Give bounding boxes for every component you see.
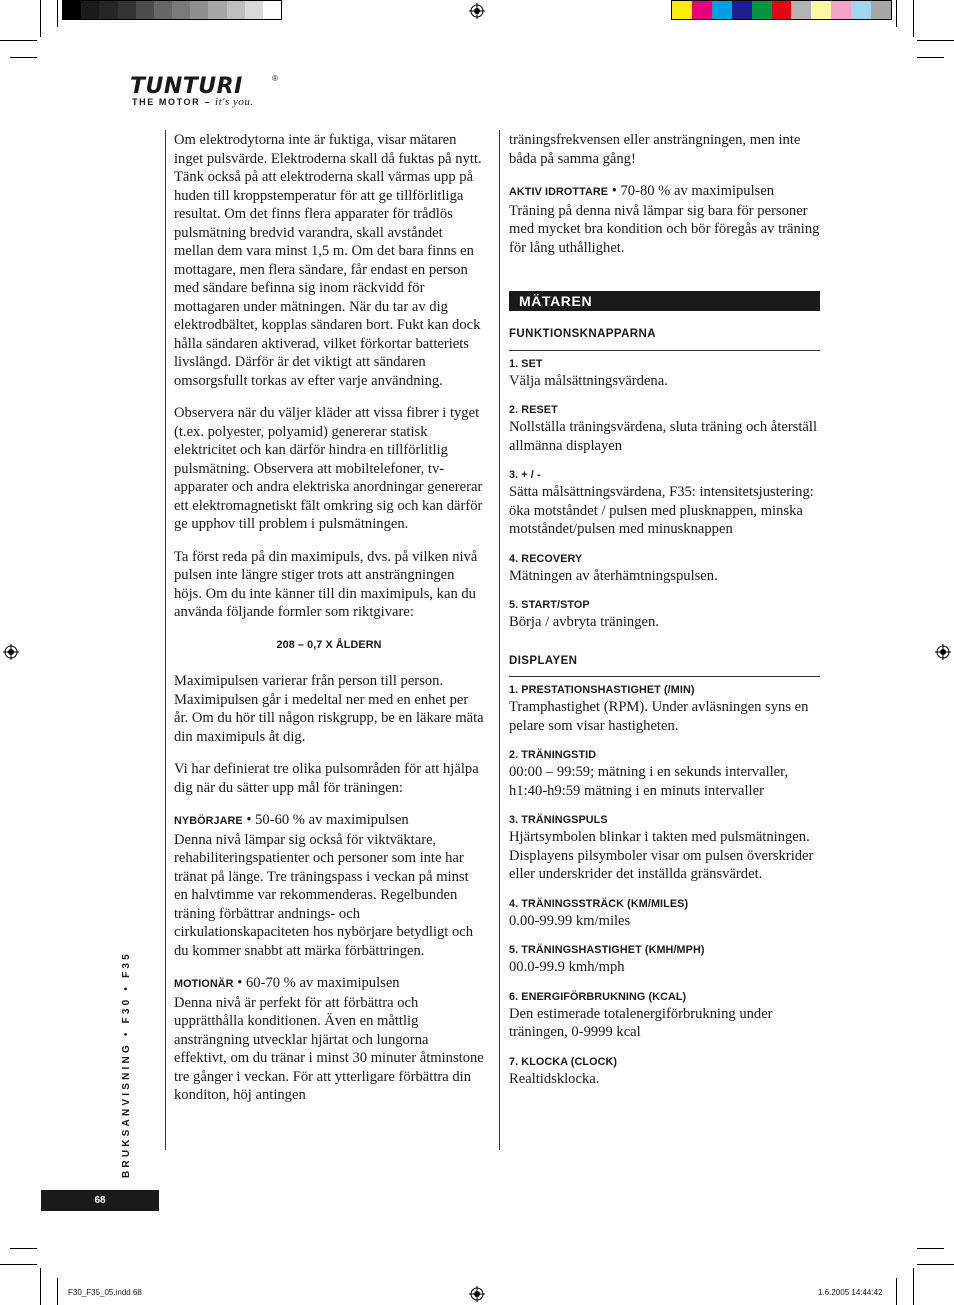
list-item [509,990,820,1042]
color-swatch [154,1,172,19]
item-label: 3. + / - [509,469,541,481]
item-text: 0.00-99.99 km/miles [509,912,631,929]
function-keys-list [509,357,820,632]
right-column [509,131,820,1101]
list-item [509,813,820,884]
list-item [509,748,820,800]
item-label: 4. TRÄNINGSSTRÄCK (KM/MILES) [509,897,689,910]
item-text: Mätningen av återhämtningspulsen. [509,567,718,584]
item-label: 5. TRÄNINGSHASTIGHET (KMH/MPH) [509,944,705,956]
color-swatch [63,1,81,19]
right-column-rule [499,130,500,1150]
zone-range: • 70-80 % av maximipulsen [608,183,775,199]
left-column-rule [165,130,166,1150]
color-swatch [172,1,190,19]
item-text: Den estimerade totalenergiförbrukning under träningen, 0-9999 kcal [509,1005,773,1040]
color-swatch [752,1,772,19]
color-swatch [871,1,891,19]
logo-tagline: THE MOTOR – it's you. [132,96,254,108]
color-swatch [245,1,263,19]
color-swatch [851,1,871,19]
item-text: Nollställa träningsvärdena, sluta träning och återställ allmänna displayen [509,419,817,454]
list-item [509,403,820,455]
color-swatch [99,1,117,19]
logo-wordmark: TUNTURI [130,74,243,99]
section-heading: MÄTAREN [509,291,820,311]
color-swatch [118,1,136,19]
side-label: BRUKSANVISNING • F30 • F35 [121,951,132,1178]
footer-file-info: F30_F35_05.indd 68 [68,1288,142,1297]
pulse-zone-athlete [509,182,820,257]
cmyk-color-bar [671,0,892,20]
item-label: 6. ENERGIFÖRBRUKNING (KCAL) [509,990,687,1003]
pulse-zone-beginner [174,811,484,960]
left-column [174,131,484,1119]
color-swatch [672,1,692,19]
zone-label: AKTIV IDROTTARE [509,186,609,198]
item-text: 00:00 – 99:59; mätning i en sekunds intervaller, h1:40-h9:59 mätning i en minuts intervaller [509,764,789,799]
item-text: Hjärtsymbolen blinkar i takten med pulsmätningen. Displayens pilsymboler visar om pulsen överskrider eller underskrider det inställda gränsvärdet. [509,829,814,882]
zone-range: • 50-60 % av maximipulsen [242,812,409,828]
paragraph: Vi har definierat tre olika pulsområden för att hjälpa dig när du sätter upp mål för träningen: [174,761,479,796]
paragraph: Ta först reda på din maximipuls, dvs. på vilken nivå pulsen inte längre stiger trots att ansträngningen höjs. Om du inte känner till din maximipuls, kan du använda följande formler som riktgivare: [174,548,478,620]
list-item [509,598,820,632]
item-text: Sätta målsättningsvärdena, F35: intensitetsjustering: öka motståndet / pulsen med plusknappen, minska motståndet/pulsen med minusknappen [509,484,814,537]
color-swatch [81,1,99,19]
pulse-zone-exerciser [174,974,484,1105]
color-swatch [190,1,208,19]
color-swatch [791,1,811,19]
item-label: 3. TRÄNINGSPULS [509,814,608,826]
item-label: 2. TRÄNINGSTID [509,749,597,761]
list-item [509,552,820,586]
item-label: 5. START/STOP [509,599,590,611]
list-item [509,357,820,391]
display-fields-list [509,683,820,1088]
paragraph: träningsfrekvensen eller ansträngningen, men inte båda på samma gång! [509,132,801,167]
zone-label: MOTIONÄR [174,978,234,990]
item-text: Välja målsättningsvärdena. [509,372,668,389]
function-keys-heading: FUNKTIONSKNAPPARNA [509,325,820,351]
zone-description: Denna nivå är perfekt för att förbättra och upprätthålla konditionen. Även en måttlig ansträngning utvecklar hjärtat och lungorna effektivt, om du tränar i minst 30 minuter åtminstone tre gånger i veckan. För att ytterligare förbättra din konditon, höj antingen [174,994,484,1103]
paragraph: Om elektrodytorna inte är fuktiga, visar mätaren inget pulsvärde. Elektroderna skall då fuktas på nytt. Tänk också på att elektroderna skall värmas upp på huden till kroppstemperatur för att ge tillförlitliga resultat. Om det finns flera apparater för trådlös pulsmätning bredvid varandra, skall avståndet mellan dem vara minst 1,5 m. Om det bara finns en mottagare, men flera sändare, får endast en person med sändare befinna sig inom räckvidd för mottagaren under mätningen. När du tar av dig elektrodbältet, kopplas sändaren bort. Fukt kan dock hålla sändaren aktiverad, vilket förkortar batteriets livslängd. Därför är det viktigt att sändaren omsorgsfullt torkas av efter varje användning. [174,132,482,389]
item-label: 2. RESET [509,404,558,416]
max-pulse-formula: 208 – 0,7 X ÅLDERN [276,638,382,651]
item-label: 7. KLOCKA (CLOCK) [509,1055,618,1068]
zone-description: Träning på denna nivå lämpar sig bara för personer med mycket bra kondition och bör föregås av träning för lång uthållighet. [509,202,820,256]
list-item [509,943,820,977]
color-swatch [831,1,851,19]
footer-timestamp: 1.6.2005 14:44:42 [818,1288,883,1297]
display-heading: DISPLAYEN [509,652,820,678]
item-label: 1. SET [509,357,543,370]
paragraph: Observera när du väljer kläder att vissa fibrer i tyget (t.ex. polyester, polyamid) genererar statisk elektricitet och kan därför hindra en tillförlitlig pulsmätning. Observera att mobiltelefoner, tv-apparater och andra elektriska anordningar genererar ett elektromagnetiskt fält omkring sig och kan därför ge upphov till problem i pulsmätningen. [174,405,483,532]
item-text: Tramphastighet (RPM). Under avläsningen syns en pelare som visar hastigheten. [509,699,809,734]
zone-label: NYBÖRJARE [174,815,243,827]
color-swatch [712,1,732,19]
paragraph: Maximipulsen varierar från person till person. Maximipulsen går i medeltal ner med en enhet per år. Om du hör till någon riskgrupp, be en läkare mäta din maximipuls åt dig. [174,673,484,745]
registration-mark-icon [469,3,485,19]
color-swatch [136,1,154,19]
list-item [509,468,820,539]
zone-range: • 60-70 % av maximipulsen [233,975,400,991]
registration-mark-icon [935,644,951,660]
logo-registered-mark: ® [272,74,278,83]
item-text: 00.0-99.9 kmh/mph [509,959,625,975]
list-item [509,897,820,931]
item-label: 1. PRESTATIONSHASTIGHET (/MIN) [509,684,695,696]
color-swatch [692,1,712,19]
color-swatch [227,1,245,19]
grayscale-color-bar [62,0,282,20]
item-text: Börja / avbryta träningen. [509,614,659,630]
color-swatch [811,1,831,19]
item-label: 4. RECOVERY [509,552,583,565]
color-swatch [263,1,281,19]
color-swatch [732,1,752,19]
list-item [509,1055,820,1089]
registration-mark-icon [3,644,19,660]
registration-mark-icon [469,1286,485,1302]
item-text: Realtidsklocka. [509,1070,600,1087]
zone-description: Denna nivå lämpar sig också för viktväktare, rehabiliteringspatienter och personer som inte har tränat på länge. Tre träningspass i veckan på minst en halvtimme var rekommenderas. Regelbunden träning förbättrar andnings- och cirkulationskapaciteten hos nybörjare betydligt och du kommer snabbt att märka förbättringen. [174,831,474,959]
color-swatch [772,1,792,19]
page-number: 68 [41,1190,159,1211]
color-swatch [208,1,226,19]
list-item [509,683,820,735]
